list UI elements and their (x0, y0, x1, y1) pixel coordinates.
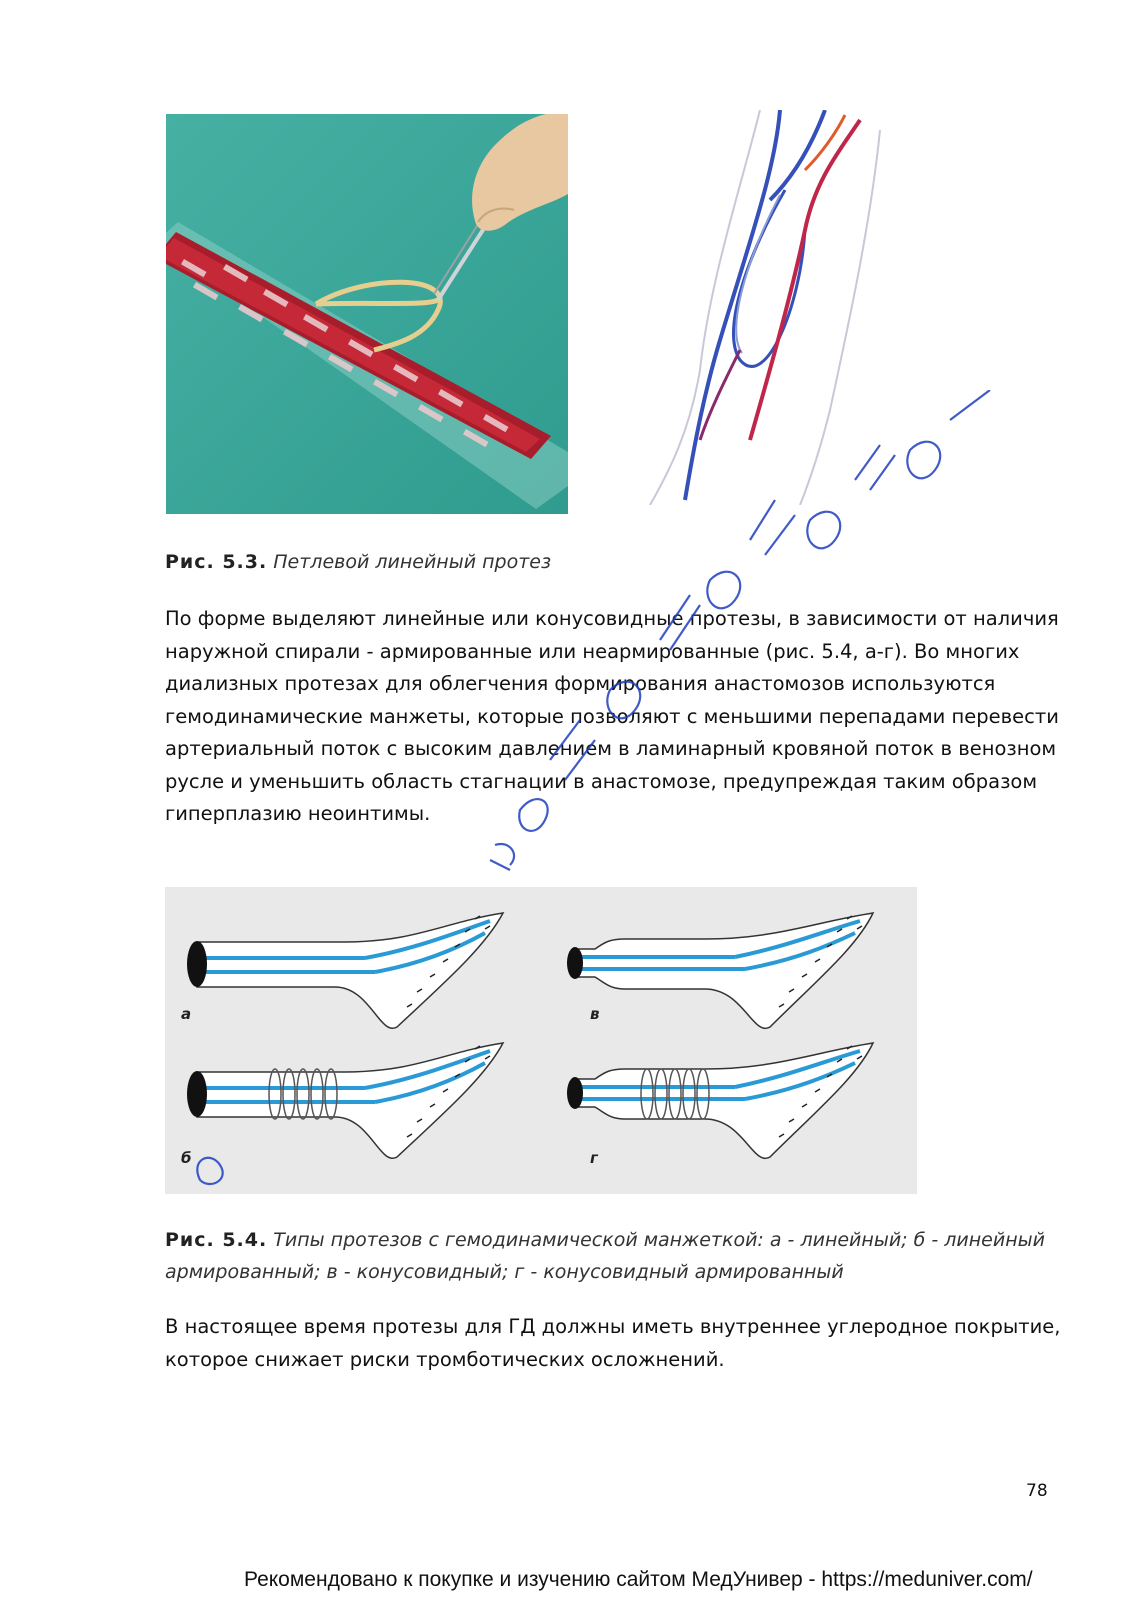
figure-5-4-label: Рис. 5.4. (165, 1229, 268, 1251)
figure-5-4-diagram (165, 887, 917, 1194)
body-paragraph-2: В настоящее время протезы для ГД должны иметь внутреннее углеродное покрытие, которое снижает риски тромботических осложнений. (165, 1315, 1061, 1371)
figure-5-3-label: Рис. 5.3. (165, 551, 268, 573)
panel-label-v: в (590, 1005, 600, 1023)
graft-conical-reinforced (567, 1043, 873, 1158)
figure-5-3-title: Петлевой линейный протез (273, 551, 552, 573)
graft-conical (567, 913, 873, 1028)
panel-label-a: а (181, 1005, 192, 1023)
figure-5-4-title: Типы протезов с гемодинамической манжеткой: а - линейный; б - линейный армированный; в - конусовидный; г - конусовидный армированный (165, 1229, 1045, 1283)
body-paragraph-1: По форме выделяют линейные или конусовидные протезы, в зависимости от наличия наружной спирали - армированные или неармированные (рис. 5.4, а-г). Во многих диализных протезах для облегчения формирования анастомозов используются гемодинамические манжеты, которые позволяют с меньшими перепадами перевести артериальный поток с высоким давлением в ламинарный кровяной поток в венозном русле и уменьшить область стагнации в анастомозе, предупреждая таким образом гиперплазию неоинтимы. (165, 607, 1059, 825)
footer-note: Рекомендовано к покупке и изучению сайтом МедУнивер - https://meduniver.com/ (244, 1568, 1033, 1591)
graft-linear-reinforced (187, 1043, 503, 1158)
figure-5-4-caption (165, 1224, 1065, 1288)
panel-label-b: б (181, 1149, 192, 1167)
graft-photo (166, 114, 568, 514)
arm-vessel-drawing (630, 110, 930, 505)
figure-5-3-caption (165, 546, 551, 578)
page-number: 78 (1026, 1481, 1048, 1501)
graft-linear (187, 913, 503, 1028)
panel-label-g: г (590, 1149, 598, 1167)
